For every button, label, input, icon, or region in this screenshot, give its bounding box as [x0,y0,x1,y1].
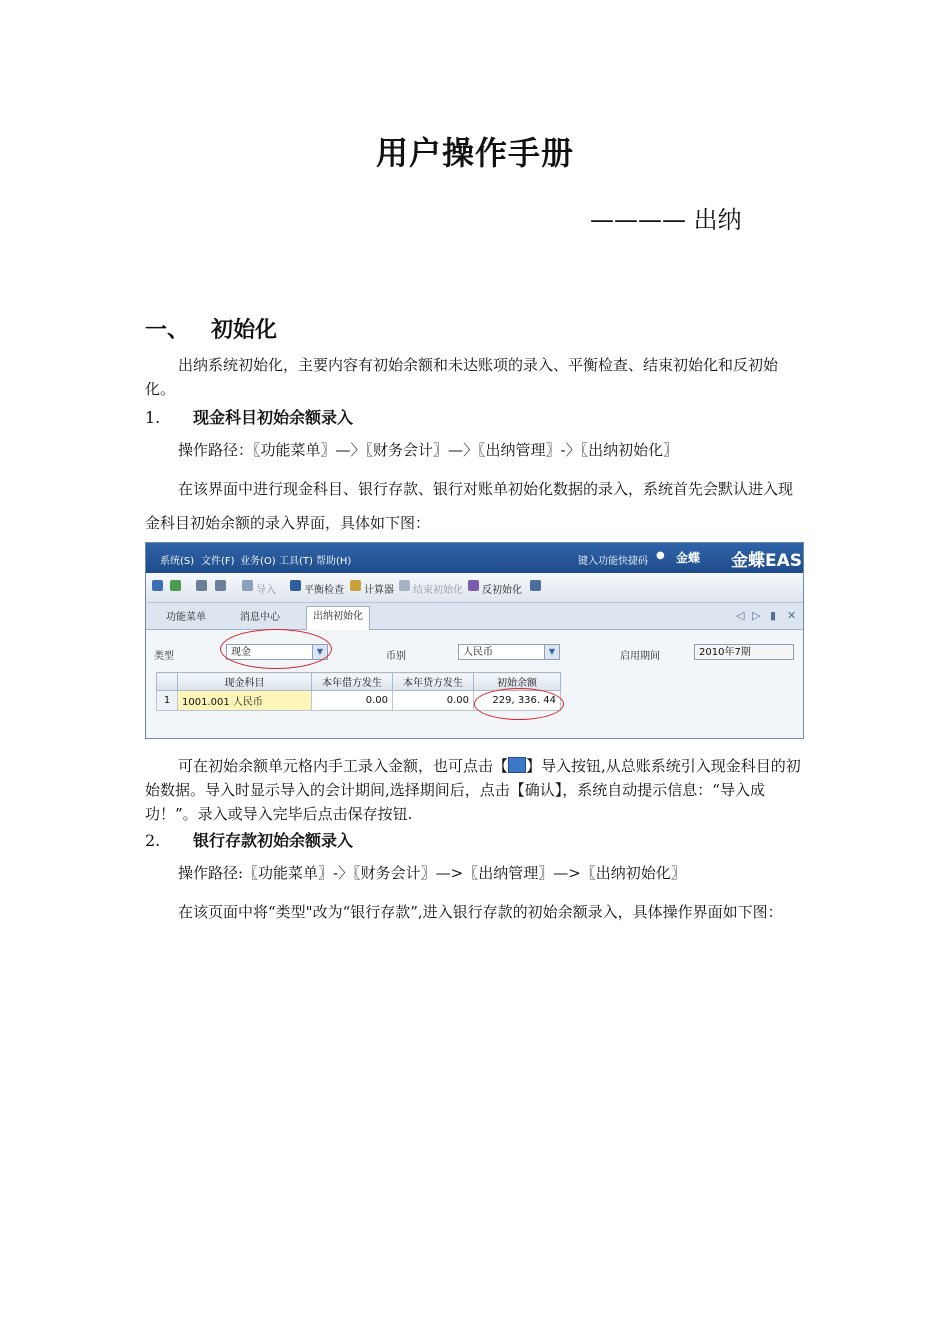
debit-cell[interactable]: 0.00 [312,691,393,711]
calculator-button[interactable]: 计算器 [364,585,394,596]
close-icon[interactable]: ✕ [787,609,797,622]
chevron-down-icon[interactable]: ▼ [544,645,559,659]
menu-file[interactable]: 文件(F) [201,556,235,567]
subsection-heading-cash [145,405,353,428]
import-button[interactable]: 导入 [256,585,276,596]
currency-select[interactable] [458,644,560,660]
tab-next-icon[interactable]: ▷ [752,609,761,622]
subsection-heading-bank [145,828,353,851]
eas-screenshot [145,542,804,739]
quick-search-input[interactable]: 键入功能快捷码 [578,556,648,567]
end-init-icon[interactable] [399,580,410,591]
menu-system[interactable]: 系统(S) [160,556,195,567]
document-subtitle: ———— 出纳 [590,206,742,234]
subsection-number: 2. [145,831,161,850]
period-field [694,644,794,660]
new-icon[interactable] [170,580,181,591]
reverse-init-icon[interactable] [468,580,479,591]
column-header: 初始余额 [474,673,561,691]
tab-message-center[interactable]: 消息中心 [240,612,280,623]
account-cell[interactable]: 1001.001 人民币 [178,691,312,711]
bank-description: 在该页面中将“类型"改为“银行存款”,进入银行存款的初始余额录入，具体操作界面如下图： [178,903,783,921]
period-value: 2010年7期 [699,647,751,658]
end-init-button[interactable]: 结束初始化 [413,585,463,596]
highlight-oval-type [220,629,332,669]
menu-bar [146,543,803,573]
balance-check-button[interactable]: 平衡检查 [304,585,344,596]
subsection-number: 1. [145,408,161,427]
currency-value: 人民币 [463,647,493,658]
eas-brand-logo: 金蝶EAS [731,551,803,571]
section-title: 初始化 [211,318,278,343]
tab-prev-icon[interactable]: ◁ [736,609,745,622]
subsection-title: 现金科目初始余额录入 [193,408,354,427]
import-icon[interactable] [242,580,253,591]
column-header: 现金科目 [178,673,312,691]
column-header: 本年贷方发生 [393,673,474,691]
row-number: 1 [157,691,178,711]
type-value: 现金 [231,647,251,658]
tab-bar [146,603,803,630]
column-header: 本年借方发生 [312,673,393,691]
import-icon [508,757,526,773]
tab-function-menu[interactable]: 功能菜单 [166,612,206,623]
highlight-oval-balance [474,688,564,720]
credit-cell[interactable]: 0.00 [393,691,474,711]
type-label: 类型 [154,651,174,662]
import-instructions [145,754,807,826]
document-title: 用户操作手册 [375,134,574,172]
balance-cell[interactable]: 229, 336. 44 [474,691,561,711]
section-number: 一、 [145,318,190,343]
balance-check-icon[interactable] [290,580,301,591]
row-number-header [157,673,178,691]
interface-description: 在该界面中进行现金科目、银行存款、银行对账单初始化数据的录入，系统首先会默认进入现金科目初始余额的录入界面，具体如下图： [145,480,794,532]
search-icon[interactable]: ● [656,550,665,561]
tab-cashier-init[interactable]: 出纳初始化 [306,606,370,630]
preview-icon[interactable] [215,580,226,591]
operation-path-bank: 操作路径:〖功能菜单〗-〉〖财务会计〗—>〖出纳管理〗—>〖出纳初始化〗 [178,864,686,882]
tab-list-icon[interactable]: ▮ [770,609,777,622]
menu-tools[interactable]: 工具(T) [279,556,313,567]
import-text-b: 】导入按钮,从总账系统引入现金科目的初始数据。导入时显示导入的会计期间,选择期间后，点击【确认】，系统自动提示信息：“导入成功！”。录入或导入完毕后点击保存按钮. [145,757,801,823]
reverse-init-button[interactable]: 反初始化 [482,585,522,596]
operation-path: 操作路径：〖功能菜单〗—〉〖财务会计〗—〉〖出纳管理〗-〉〖出纳初始化〗 [178,441,679,459]
calculator-icon[interactable] [350,580,361,591]
subsection-title: 银行存款初始余额录入 [193,831,354,850]
toolbar [146,573,803,603]
menu-help[interactable]: 帮助(H) [316,556,352,567]
menu-business[interactable]: 业务(O) [240,556,276,567]
save-icon[interactable] [152,580,163,591]
section-heading-init [145,313,277,344]
section-intro: 出纳系统初始化，主要内容有初始余额和未达账项的录入、平衡检查、结束初始化和反初始化。 [145,356,779,398]
period-label: 启用期间 [620,651,660,662]
print-icon[interactable] [196,580,207,591]
chevron-down-icon[interactable]: ▼ [312,645,327,659]
kingdee-logo: 金蝶 [676,551,701,565]
exit-icon[interactable] [530,580,541,591]
currency-label: 币别 [386,651,406,662]
import-text-a: 可在初始余额单元格内手工录入金额，也可点击【 [178,757,509,775]
